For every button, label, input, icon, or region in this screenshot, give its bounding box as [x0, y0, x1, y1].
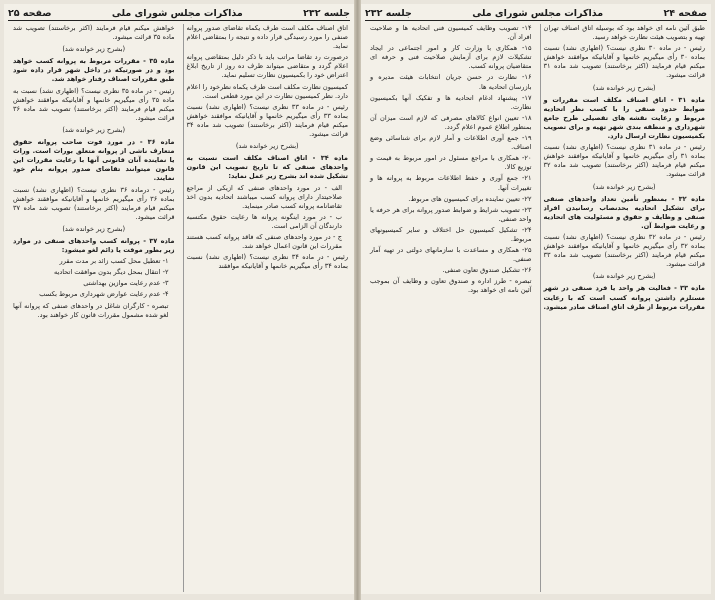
- left-page-columns: [10, 24, 348, 592]
- running-title: مذاکرات مجلس شورای ملی: [472, 7, 604, 19]
- article-paragraph: ماده ۳۴ - اتاق اصناف مکلف است نسبت به واحدهای صنفی که تا تاریخ تصویب این قانون تشکیل شده اند بشرح زیر عمل نماید:: [186, 154, 348, 181]
- clause-item: الف - در مورد واحدهای صنفی که ازیکی از مراجع صلاحیتدار دارای پروانه کسب میباشند اتحادیه بدون اخذ تقاضانامه پروانه کسب صادر مینماید.: [186, 183, 342, 210]
- body-paragraph: اتاق اصناف مکلف است طرف یکماه تقاضای صدور پروانه صنفی را مورد رسیدگی قرار داده و نتیجه را بمتقاضی اعلام نماید.: [186, 24, 348, 51]
- body-paragraph: ۱۸- تعیین انواع کالاهای مصرفی که لازم است میزان آن بمنظور اطلاع عموم اعلام گردد.: [370, 113, 532, 131]
- reading-note: (بشرح زیر خوانده شد): [62, 45, 126, 54]
- body-paragraph: درصورت رد تقاضا مراتب باید با ذکر دلیل بمتقاضی پروانه اعلام گردد و متقاضی میتواند ظرف ده روز از تاریخ ابلاغ اعتراض خود را بکمیسیون نظارت تسلیم نماید.: [186, 53, 348, 80]
- article-paragraph: ماده ۳۷ - پروانه کسب واحدهای صنفی در موارد زیر بطور موقت یا دائم لغو میشود:: [13, 236, 175, 255]
- body-paragraph: ۲۰- همکاری با مراجع مسئول در امور مربوط به قیمت و توزیع کالا.: [370, 154, 532, 172]
- page-number: صفحه ۲۵: [8, 7, 52, 19]
- clause-item: ج - در مورد واحدهای صنفی که فاقد پروانه کسب هستند مقررات این قانون اعمال خواهد شد.: [186, 232, 342, 251]
- body-paragraph: ۱۶- نظارت در حسن جریان انتخابات هیئت مدیره و بازرسان اتحادیه ها.: [370, 73, 532, 91]
- article-paragraph: ماده ۳۵ - مقررات مربوط به پروانه کسب خواهد بود و در صورتیکه در داخل شهر قرار داده شود طبق مقررات اصناف رفتار خواهد شد.: [13, 57, 175, 84]
- body-paragraph: ۱۷- پیشنهاد ادغام اتحادیه ها و تفکیک آنها بکمیسیون نظارت.: [370, 93, 532, 111]
- body-paragraph: کمیسیون نظارت مکلف است ظرف یکماه نظرخود را اعلام دارد. نظر کمیسیون نظارت در این مورد قطعی است.: [186, 82, 348, 100]
- body-paragraph: تبصره - طرز اداره و صندوق تعاون و وظایف آن بموجب آئین نامه ای خواهد بود.: [370, 277, 532, 295]
- reading-note: (بشرح زیر خوانده شد): [235, 142, 299, 151]
- session-number: جلسه ۲۳۲: [303, 7, 350, 19]
- right-page: [361, 4, 711, 594]
- reading-note: (بشرح زیر خوانده شد): [62, 125, 126, 134]
- reading-note: (بشرح زیر خوانده شد): [592, 182, 656, 191]
- clause-item: ۴- عدم رعایت عوارض شهرداری مربوط بکسب: [39, 290, 169, 299]
- body-paragraph: رئیس - درماده ۳۶ نظری نیست؟ (اظهاری نشد) نسبت بماده ۳۶ رأی میگیریم خانمها و آقایانیکه موافقند خواهش میکنم قیام فرمایند (اکثر برخاستند) تصویب شد ماده ۳۷ قرائت میشود.: [13, 185, 175, 221]
- body-paragraph: رئیس - در ماده ۳۰ نظری نیست؟ (اظهاری نشد) نسبت بماده ۳۰ رأی میگیریم خانمها و آقایانیکه موافقند خواهش میکنم قیام فرمایند (اکثر برخاستند) تصویب شد ماده ۳۱ قرائت میشود.: [543, 44, 705, 80]
- body-paragraph: ۲۳- تصویب شرایط و ضوابط صدور پروانه برای هر حرفه یا واحد صنفی.: [370, 205, 532, 223]
- body-paragraph: ۲۲- تعیین نماینده برای کمیسیون های مربوط.: [408, 194, 532, 203]
- article-paragraph: ماده ۳۱ - اتاق اصناف مکلف است مقررات و ضوابط حدود صنفی را با کسب نظر اتحادیه مربوط و رعایت نقشه های تفصیلی طرح جامع شهرداری و منطقه بندی شهر تهیه و برای تصویب بکمیسیون نظارت ارسال دارد.: [543, 95, 705, 141]
- page-number: صفحه ۲۴: [663, 7, 707, 19]
- clause-item: ۳- عدم رعایت موازین بهداشتی: [83, 279, 169, 288]
- body-paragraph: ۱۹- جمع آوری اطلاعات و آمار لازم برای شناسائی وضع اصناف.: [370, 134, 532, 152]
- body-paragraph: خواهش میکنم قیام فرمایند (اکثر برخاستند) تصویب شد ماده ۳۵ قرائت میشود.: [13, 24, 175, 42]
- left-page: [4, 4, 354, 594]
- article-paragraph: ماده ۳۶ - در مورد فوت صاحب پروانه حقوق متعارف ناشی از پروانه متعلق بوراث است. وراث یا نماینده آنان قانونی آنها با رعایت مقررات این قانون میتوانند تقاضای صدور پروانه بنام خود نمایند.: [13, 138, 175, 183]
- body-paragraph: رئیس - در ماده ۳۱ نظری نیست؟ (اظهاری نشد) نسبت بماده ۳۱ رأی میگیریم خانمها و آقایانیکه موافقند خواهش میکنم قیام فرمایند (اکثر برخاستند) تصویب شد ماده ۳۲ قرائت میشود.: [543, 143, 705, 179]
- reading-note: (بشرح زیر خوانده شد): [592, 83, 656, 92]
- article-paragraph: ماده ۳۲ - بمنظور تأمین تعداد واحدهای صنفی برای تشکیل اتحادیه بحدنصاب رسانیدن افراد صنفی و وظایف و حقوق و مسئولیت های اتحادیه و رعایت ضوابط آن.: [543, 194, 705, 230]
- article-paragraph: ماده ۳۳ - فعالیت هر واحد یا فرد صنفی در شهر مستلزم داشتن پروانه کسب است که با رعایت مقررات مربوط از طرف اتاق اصناف صادر میشود.: [543, 284, 705, 311]
- body-paragraph: ۲۴- تشکیل کمیسیون حل اختلاف و سایر کمیسیونهای مربوط.: [370, 225, 532, 243]
- book-gutter: [354, 0, 361, 600]
- text-column: [10, 24, 175, 592]
- body-paragraph: رئیس - در ماده ۳۴ نظری نیست؟ (اظهاری نشد) نسبت بماده ۳۴ رأی میگیریم خانمها و آقایانیکه موافقند: [186, 253, 348, 271]
- text-column: [183, 24, 349, 592]
- clause-item: ۱- تعطیل محل کسب زائد بر مدت مقرر: [59, 257, 169, 266]
- body-paragraph: رئیس - در ماده ۳۲ نظری نیست؟ (اظهاری نشد) نسبت بماده ۳۲ رأی میگیریم خانمها و آقایانیکه موافقند خواهش میکنم قیام فرمایند (اکثر برخاستند) تصویب شد ماده ۳۳ قرائت میشود.: [543, 232, 705, 269]
- left-page-header: [8, 6, 350, 21]
- text-column: [367, 24, 532, 592]
- body-paragraph: ۱۴- تصویب وظایف کمیسیون فنی اتحادیه ها و صلاحیت افراد آن.: [370, 24, 532, 42]
- clause-item: ۲- انتقال بمحل دیگر بدون موافقت اتحادیه: [53, 268, 169, 277]
- clause-item: ب - در مورد اینگونه پروانه ها رعایت حقوق مکتسبه دارندگان آن الزامی است.: [186, 212, 342, 230]
- reading-note: (بشرح زیر خوانده شد): [62, 224, 126, 233]
- reading-note: (بشرح زیر خوانده شد): [592, 272, 656, 281]
- running-title: مذاکرات مجلس شورای ملی: [111, 7, 243, 19]
- body-paragraph: رئیس - در ماده ۳۳ نظری نیست؟ (اظهاری نشد) نسبت بماده ۳۳ رأی میگیریم خانمها و آقایانیکه موافقند خواهش میکنم قیام فرمایند (اکثر برخاستند) تصویب شد ماده ۳۴ قرائت میشود.: [186, 102, 348, 139]
- text-column: [540, 24, 706, 592]
- body-paragraph: ۲۵- همکاری و مساعدت با سازمانهای دولتی در تهیه آمار صنفی.: [370, 246, 532, 264]
- right-page-header: [365, 6, 707, 21]
- body-paragraph: رئیس - در ماده ۳۵ نظری نیست؟ (اظهاری نشد) نسبت به ماده ۳۵ رأی میگیریم خانمها و آقایانیکه موافقند خواهش میکنم قیام فرمایند (اکثر برخاستند) تصویب شد ماده ۳۶ قرائت میشود.: [13, 86, 175, 122]
- body-paragraph: ۱۵- همکاری با وزارت کار و امور اجتماعی در ایجاد تشکیلات لازم برای آزمایش صلاحیت فنی و حرفه ای متقاضیان پروانه کسب.: [370, 44, 532, 71]
- body-paragraph: ۲۱- جمع آوری و حفظ اطلاعات مربوط به پروانه ها و تغییرات آنها.: [370, 174, 532, 192]
- clause-item: تبصره - کارگران شاغل در واحدهای صنفی که پروانه آنها لغو شده مشمول مقررات قانون کار خواهند بود.: [13, 301, 169, 319]
- body-paragraph: ۲۶- تشکیل صندوق تعاون صنفی.: [442, 266, 532, 275]
- body-paragraph: طبق آئین نامه ای خواهد بود که بوسیله اتاق اصناف تهران تهیه و بتصویب هیئت نظارت خواهد رسید.: [543, 24, 705, 42]
- right-page-columns: [367, 24, 705, 592]
- session-number: جلسه ۲۳۲: [365, 7, 412, 19]
